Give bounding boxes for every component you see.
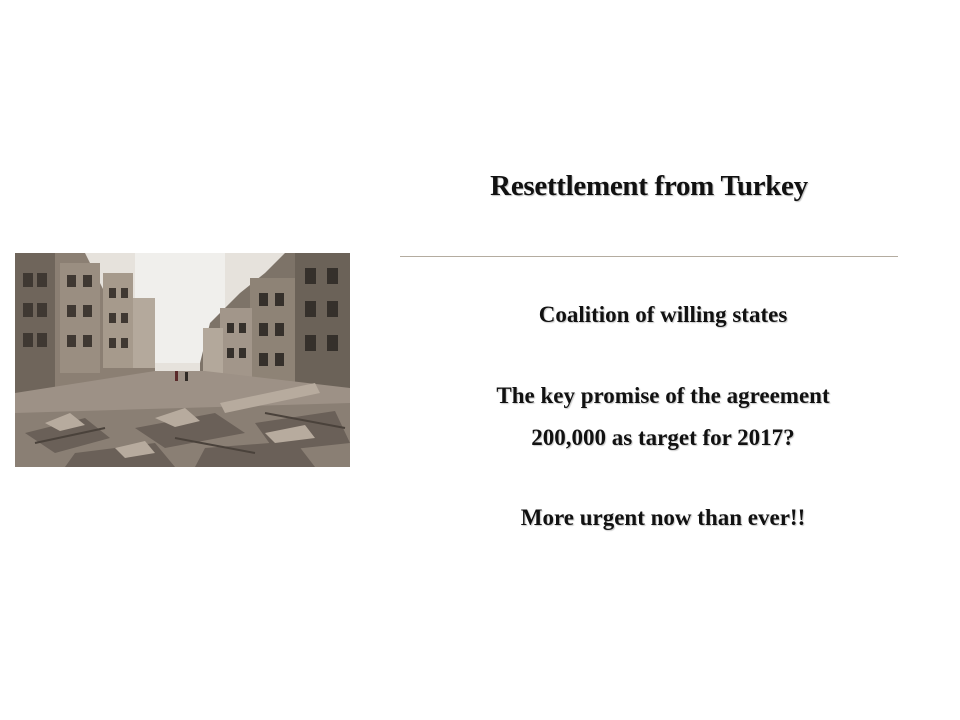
slide-title: Resettlement from Turkey: [490, 170, 808, 202]
bullet-key-promise: The key promise of the agreement: [496, 383, 830, 408]
bullet-target: 200,000 as target for 2017?: [531, 425, 795, 450]
war-damaged-street-photo: [15, 253, 350, 467]
bullet-coalition: Coalition of willing states: [538, 302, 788, 327]
bullet-urgent: More urgent now than ever!!: [520, 505, 806, 530]
title-divider: [400, 256, 898, 257]
